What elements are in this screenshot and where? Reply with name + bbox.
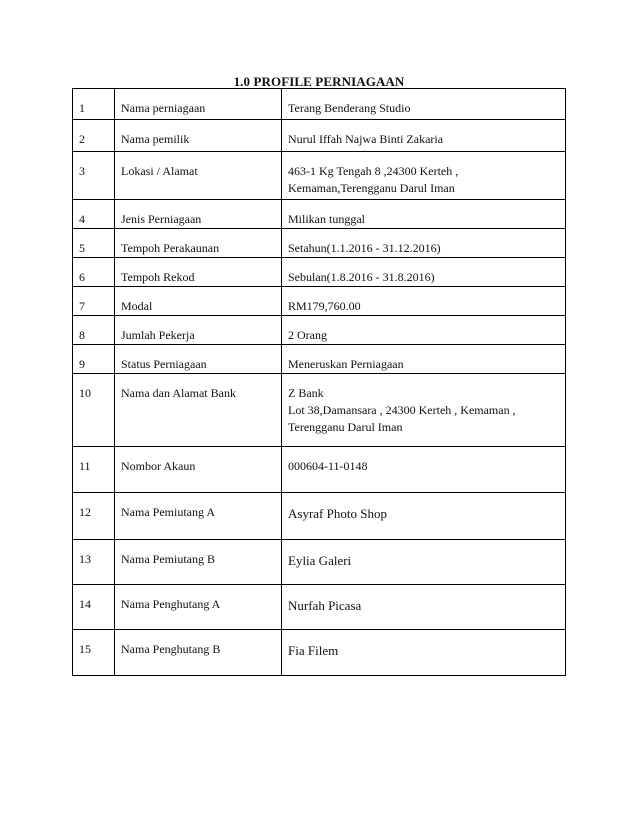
table-row [73,345,566,374]
value-line: Asyraf Photo Shop [288,506,387,521]
table-row [73,585,566,630]
row-value [282,258,566,287]
value-line: Fia Filem [288,643,339,658]
value-line: Meneruskan Perniagaan [288,357,404,371]
row-number: 13 [73,540,115,585]
value-line: Sebulan(1.8.2016 - 31.8.2016) [288,270,435,284]
business-profile-table [72,88,566,676]
row-label: Nama Penghutang A [115,585,282,630]
row-number: 3 [73,152,115,200]
row-label: Nama Pemiutang B [115,540,282,585]
row-label: Tempoh Rekod [115,258,282,287]
row-label: Jumlah Pekerja [115,316,282,345]
row-value [282,345,566,374]
value-line: 2 Orang [288,328,327,342]
table-row [73,540,566,585]
row-value [282,89,566,120]
table-row [73,493,566,540]
table-row [73,287,566,316]
row-label: Nama Penghutang B [115,630,282,676]
value-line: Nurfah Picasa [288,598,362,613]
row-number: 10 [73,374,115,447]
row-number: 7 [73,287,115,316]
value-line: Kemaman,Terengganu Darul Iman [288,181,455,195]
row-label: Modal [115,287,282,316]
row-number: 14 [73,585,115,630]
row-number: 4 [73,200,115,229]
value-line: Milikan tunggal [288,212,365,226]
row-label: Lokasi / Alamat [115,152,282,200]
row-number: 2 [73,120,115,152]
value-line: 463-1 Kg Tengah 8 ,24300 Kerteh , [288,164,459,178]
row-number: 9 [73,345,115,374]
row-label: Tempoh Perakaunan [115,229,282,258]
row-value [282,585,566,630]
row-value [282,374,566,447]
row-label: Nama Pemiutang A [115,493,282,540]
value-line: Setahun(1.1.2016 - 31.12.2016) [288,241,441,255]
table-row [73,374,566,447]
row-number: 11 [73,447,115,493]
table-row [73,447,566,493]
row-value [282,287,566,316]
row-value [282,120,566,152]
row-label: Nama pemilik [115,120,282,152]
row-label: Nama perniagaan [115,89,282,120]
row-label: Jenis Perniagaan [115,200,282,229]
value-line: Terengganu Darul Iman [288,420,403,434]
row-number: 15 [73,630,115,676]
row-value [282,540,566,585]
value-line: 000604-11-0148 [288,459,368,473]
row-label: Nombor Akaun [115,447,282,493]
row-label: Nama dan Alamat Bank [115,374,282,447]
page-title: 1.0 PROFILE PERNIAGAAN [233,74,405,89]
row-number: 6 [73,258,115,287]
value-line: Eylia Galeri [288,553,352,568]
table-row [73,316,566,345]
table-row [73,229,566,258]
row-value [282,200,566,229]
row-value [282,493,566,540]
value-line: Z Bank [288,386,324,400]
table-row [73,258,566,287]
value-line: RM179,760.00 [288,299,361,313]
value-line: Nurul Iffah Najwa Binti Zakaria [288,132,444,146]
table-row [73,630,566,676]
row-value [282,316,566,345]
table-row [73,200,566,229]
value-line: Terang Benderang Studio [288,101,411,115]
row-number: 1 [73,89,115,120]
table-row [73,89,566,120]
row-number: 12 [73,493,115,540]
row-value [282,630,566,676]
table-row [73,152,566,200]
row-label: Status Perniagaan [115,345,282,374]
table-row [73,120,566,152]
row-number: 8 [73,316,115,345]
value-line: Lot 38,Damansara , 24300 Kerteh , Kemaman , [288,403,516,417]
row-value [282,447,566,493]
row-value [282,152,566,200]
row-number: 5 [73,229,115,258]
row-value [282,229,566,258]
